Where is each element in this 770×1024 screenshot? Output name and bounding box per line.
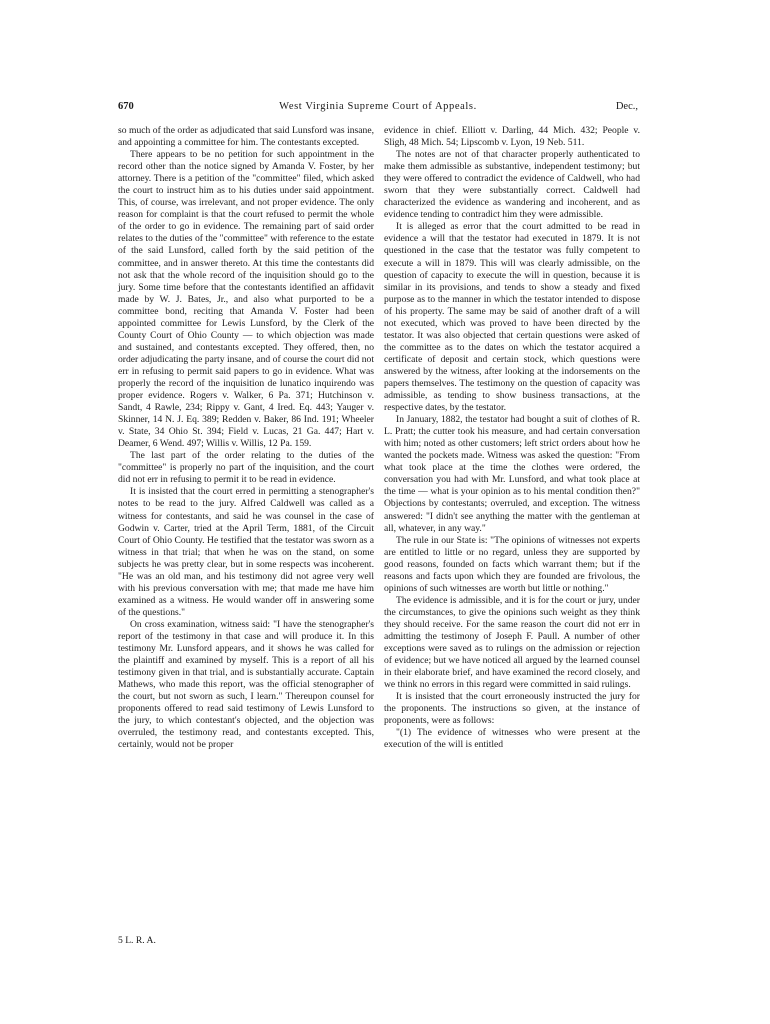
paragraph: so much of the order as adjudicated that said Lunsford was insane, and appointing a committee for him. The contestants excepted. bbox=[118, 125, 374, 149]
page-number: 670 bbox=[118, 101, 134, 112]
running-title: West Virginia Supreme Court of Appeals. bbox=[279, 101, 477, 112]
paragraph: The evidence is admissible, and it is for the court or jury, under the circumstances, to give the opinions such weight as they think they should receive. For the same reason the court did not err in admitting the testimony of Joseph F. Paull. A number of other exceptions were saved as to rulings on the admission or rejection of evidence; but we have noticed all argued by the learned counsel in their elaborate brief, and have examined the record closely, and we think no errors in this regard were committed in said rulings. bbox=[384, 594, 640, 691]
paragraph: "(1) The evidence of witnesses who were present at the execution of the will is entitled bbox=[384, 727, 640, 751]
right-column bbox=[384, 125, 640, 751]
left-column bbox=[118, 125, 374, 751]
paragraph: It is insisted that the court erroneously instructed the jury for the proponents. The instructions so given, at the instance of proponents, were as follows: bbox=[384, 691, 640, 727]
paragraph: On cross examination, witness said: "I have the stenographer's report of the testimony in that case and will produce it. In this testimony Mr. Lunsford appears, and it shows he was called for the plaintiff and examined by myself. This is a report of all his testimony given in that trial, and is substantially accurate. Captain Mathews, who made this report, was the official stenographer of the court, but not sworn as such, I learn." Thereupon counsel for proponents offered to read said testimony of Lewis Lunsford to the jury, to which contestant's objected, and the objection was overruled, the testimony read, and contestants excepted. This, certainly, would not be proper bbox=[118, 618, 374, 751]
paragraph: It is insisted that the court erred in permitting a stenographer's notes to be read to the jury. Alfred Caldwell was called as a witness for contestants, and said he was counsel in the case of Godwin v. Carter, tried at the April Term, 1881, of the Circuit Court of Ohio County. He testified that the testator was sworn as a witness in that trial; that when he was on the stand, on some subjects he was pretty clear, but in some respects was incoherent. "He was an old man, and his testimony did not agree very well with his previous conversation with me; that made me have him examined as a witness. He would wander off in answering some of the questions." bbox=[118, 486, 374, 618]
page-footer: 5 L. R. A. bbox=[118, 935, 156, 946]
page-header bbox=[118, 100, 638, 114]
paragraph: In January, 1882, the testator had bought a suit of clothes of R. L. Pratt; the cutter took his measure, and had certain conversation with him; noted as other customers; left strict orders about how he wanted the pockets made. Witness was asked the question: "From what took place at the time the clothes were ordered, the conversation you had with Mr. Lunsford, and what took place at the time — what is your opinion as to his mental condition then?" Objections by contestants; overruled, and exception. The witness answered: "I didn't see anything the matter with the gentleman at all, whatever, in any way." bbox=[384, 414, 640, 534]
term-label: Dec., bbox=[615, 101, 638, 112]
paragraph: It is alleged as error that the court admitted to be read in evidence a will that the testator had executed in 1879. It is not questioned in the case that the testator was fully competent to execute a will in 1879. This will was clearly admissible, on the question of capacity to execute the will in question, because it is similar in its provisions, and tends to show a steady and fixed purpose as to the manner in which the testator intended to dispose of his property. The same may be said of another draft of a will not executed, which was proved to have been directed by the testator. It was also objected that certain questions were asked of the committee as to the dates on which the testator acquired a certificate of deposit and certain stock, which questions were answered by the witness, after looking at the indorsements on the papers themselves. The testimony on the question of capacity was admissible, as tending to show business transactions, at the respective dates, by the testator. bbox=[384, 221, 640, 414]
paragraph: The notes are not of that character properly authenticated to make them admissible as substantive, independent testimony; but they were offered to contradict the evidence of Caldwell, who had sworn that they were substantially correct. Caldwell had characterized the evidence as wandering and incoherent, and as evidence tending to contradict him they were admissible. bbox=[384, 149, 640, 221]
paragraph: evidence in chief. Elliott v. Darling, 44 Mich. 432; People v. Sligh, 48 Mich. 54; Lipscomb v. Lyon, 19 Neb. 511. bbox=[384, 125, 640, 149]
paragraph: The rule in our State is: "The opinions of witnesses not experts are entitled to little or no regard, unless they are supported by good reasons, founded on facts which warrant them; but if the reasons and facts upon which they are founded are frivolous, the opinions of such witnesses are worth but little or nothing." bbox=[384, 534, 640, 594]
paragraph: The last part of the order relating to the duties of the "committee" is properly no part of the inquisition, and the court did not err in refusing to permit it to be read in evidence. bbox=[118, 450, 374, 486]
paragraph: There appears to be no petition for such appointment in the record other than the notice signed by Amanda V. Foster, by her attorney. There is a petition of the "committee" filed, which asked the court to instruct him as to his duties under said appointment. This, of course, was irrelevant, and not proper evidence. The only reason for complaint is that the court refused to permit the whole of the order to go in evidence. The remaining part of said order relates to the duties of the "committee" with reference to the estate of the said Lunsford, called forth by the said petition of the committee, and in answer thereto. At this time the contestants did not ask that the whole record of the inquisition should go to the jury. Some time before that the contestants identified an affidavit made by W. J. Bates, Jr., and also what purported to be a committee bond, reciting that Amanda V. Foster had been appointed committee for Lewis Lunsford, by the Clerk of the County Court of Ohio County — to which objection was made and sustained, and contestants excepted. They offered, then, no order adjudicating the party insane, and of course the court did not err in refusing to permit said papers to go in evidence. What was properly the record of the inquisition de lunatico inquirendo was proper evidence. Rogers v. Walker, 6 Pa. 371; Hutchinson v. Sandt, 4 Rawle, 234; Rippy v. Gant, 4 Ired. Eq. 443; Yauger v. Skinner, 14 N. J. Eq. 389; Redden v. Baker, 86 Ind. 191; Wheeler v. State, 34 Ohio St. 394; Field v. Lucas, 21 Ga. 447; Hart v. Deamer, 6 Wend. 497; Willis v. Willis, 12 Pa. 159. bbox=[118, 149, 374, 450]
